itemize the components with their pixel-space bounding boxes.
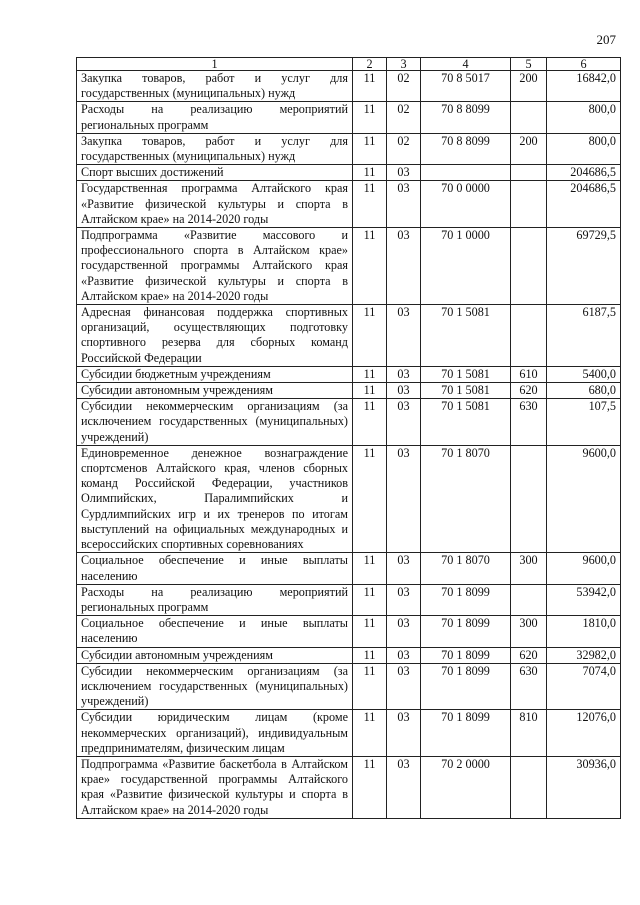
table-row: [77, 647, 621, 663]
header-target-code: 4: [421, 58, 511, 71]
row-expense-type-cell: 200: [511, 71, 547, 102]
row-name-cell: Субсидии автономным учреждениям: [77, 647, 353, 663]
row-target-code-cell: 70 1 0000: [421, 228, 511, 305]
row-subsection-cell: 02: [387, 71, 421, 102]
row-name-cell: Государственная программа Алтайского края «Развитие физической культуры и спорта в Алтайском крае» на 2014-2020 годы: [77, 181, 353, 228]
row-subsection-cell: 03: [387, 756, 421, 818]
row-expense-type-cell: [511, 305, 547, 367]
row-name-cell: Субсидии некоммерческим организациям (за исключением государственных (муниципальных) учреждений): [77, 663, 353, 710]
table-row: [77, 710, 621, 757]
row-name-cell: Расходы на реализацию мероприятий региональных программ: [77, 102, 353, 133]
row-target-code-cell: 70 2 0000: [421, 756, 511, 818]
table-row: [77, 383, 621, 399]
row-target-code-cell: 70 1 5081: [421, 366, 511, 382]
row-target-code-cell: 70 1 8099: [421, 584, 511, 615]
row-target-code-cell: 70 0 0000: [421, 181, 511, 228]
row-section-cell: 11: [353, 584, 387, 615]
row-expense-type-cell: 620: [511, 383, 547, 399]
table-row: [77, 102, 621, 133]
row-amount-cell: 204686,5: [547, 181, 621, 228]
table-row: [77, 133, 621, 164]
row-target-code-cell: 70 1 8099: [421, 616, 511, 647]
row-name-cell: Субсидии некоммерческим организациям (за исключением государственных (муниципальных) учреждений): [77, 399, 353, 446]
header-section: 2: [353, 58, 387, 71]
budget-table: [76, 57, 621, 819]
row-amount-cell: 1810,0: [547, 616, 621, 647]
row-amount-cell: 69729,5: [547, 228, 621, 305]
row-expense-type-cell: 620: [511, 647, 547, 663]
table-row: [77, 616, 621, 647]
row-section-cell: 11: [353, 383, 387, 399]
row-name-cell: Адресная финансовая поддержка спортивных организаций, осуществляющих подготовку спортивного резерва для сборных команд Российской Федерации: [77, 305, 353, 367]
row-name-cell: Спорт высших достижений: [77, 165, 353, 181]
row-amount-cell: 107,5: [547, 399, 621, 446]
row-subsection-cell: 03: [387, 305, 421, 367]
row-subsection-cell: 03: [387, 181, 421, 228]
row-name-cell: Подпрограмма «Развитие баскетбола в Алтайском крае» государственной программы Алтайского края «Развитие физической культуры и спорта в Алтайском крае» на 2014-2020 годы: [77, 756, 353, 818]
table-row: [77, 366, 621, 382]
row-section-cell: 11: [353, 445, 387, 552]
row-target-code-cell: 70 1 5081: [421, 305, 511, 367]
row-name-cell: Закупка товаров, работ и услуг для государственных (муниципальных) нужд: [77, 133, 353, 164]
row-section-cell: 11: [353, 647, 387, 663]
table-row: [77, 181, 621, 228]
row-subsection-cell: 03: [387, 663, 421, 710]
row-section-cell: 11: [353, 553, 387, 584]
row-amount-cell: 6187,5: [547, 305, 621, 367]
row-amount-cell: 53942,0: [547, 584, 621, 615]
row-section-cell: 11: [353, 181, 387, 228]
row-amount-cell: 9600,0: [547, 445, 621, 552]
row-amount-cell: 7074,0: [547, 663, 621, 710]
row-subsection-cell: 03: [387, 445, 421, 552]
row-subsection-cell: 03: [387, 553, 421, 584]
row-subsection-cell: 03: [387, 647, 421, 663]
table-header-row: [77, 58, 621, 71]
header-name: 1: [77, 58, 353, 71]
table-body: [77, 71, 621, 819]
page-number: 207: [596, 32, 616, 47]
row-subsection-cell: 03: [387, 383, 421, 399]
header-subsection: 3: [387, 58, 421, 71]
row-expense-type-cell: 630: [511, 399, 547, 446]
row-target-code-cell: 70 1 8070: [421, 445, 511, 552]
row-name-cell: Социальное обеспечение и иные выплаты населению: [77, 616, 353, 647]
row-section-cell: 11: [353, 102, 387, 133]
row-expense-type-cell: [511, 756, 547, 818]
row-subsection-cell: 03: [387, 710, 421, 757]
table-row: [77, 445, 621, 552]
row-expense-type-cell: [511, 102, 547, 133]
table-row: [77, 305, 621, 367]
row-name-cell: Подпрограмма «Развитие массового и профессионального спорта в Алтайском крае» государственной программы Алтайского края «Развитие физической культуры и спорта в Алтайском крае» на 2014-2020 годы: [77, 228, 353, 305]
row-expense-type-cell: [511, 181, 547, 228]
row-section-cell: 11: [353, 133, 387, 164]
row-section-cell: 11: [353, 228, 387, 305]
row-subsection-cell: 03: [387, 584, 421, 615]
row-amount-cell: 12076,0: [547, 710, 621, 757]
row-section-cell: 11: [353, 366, 387, 382]
row-target-code-cell: [421, 165, 511, 181]
row-expense-type-cell: [511, 584, 547, 615]
row-amount-cell: 680,0: [547, 383, 621, 399]
row-name-cell: Субсидии юридическим лицам (кроме некоммерческих организаций), индивидуальным предпринимателям, физическим лицам: [77, 710, 353, 757]
row-target-code-cell: 70 8 5017: [421, 71, 511, 102]
table-row: [77, 399, 621, 446]
row-amount-cell: 30936,0: [547, 756, 621, 818]
row-expense-type-cell: [511, 445, 547, 552]
row-subsection-cell: 03: [387, 165, 421, 181]
row-amount-cell: 800,0: [547, 102, 621, 133]
row-section-cell: 11: [353, 165, 387, 181]
row-expense-type-cell: 610: [511, 366, 547, 382]
header-expense-type: 5: [511, 58, 547, 71]
row-section-cell: 11: [353, 756, 387, 818]
row-expense-type-cell: 300: [511, 616, 547, 647]
row-expense-type-cell: [511, 165, 547, 181]
row-amount-cell: 32982,0: [547, 647, 621, 663]
row-target-code-cell: 70 8 8099: [421, 133, 511, 164]
header-amount: 6: [547, 58, 621, 71]
row-target-code-cell: 70 1 8070: [421, 553, 511, 584]
row-subsection-cell: 03: [387, 228, 421, 305]
row-section-cell: 11: [353, 616, 387, 647]
row-expense-type-cell: 630: [511, 663, 547, 710]
row-subsection-cell: 03: [387, 616, 421, 647]
row-subsection-cell: 03: [387, 399, 421, 446]
row-expense-type-cell: [511, 228, 547, 305]
row-amount-cell: 9600,0: [547, 553, 621, 584]
row-expense-type-cell: 810: [511, 710, 547, 757]
row-subsection-cell: 02: [387, 102, 421, 133]
row-name-cell: Расходы на реализацию мероприятий региональных программ: [77, 584, 353, 615]
row-amount-cell: 800,0: [547, 133, 621, 164]
row-target-code-cell: 70 8 8099: [421, 102, 511, 133]
row-section-cell: 11: [353, 305, 387, 367]
row-section-cell: 11: [353, 663, 387, 710]
row-target-code-cell: 70 1 8099: [421, 663, 511, 710]
row-section-cell: 11: [353, 399, 387, 446]
row-target-code-cell: 70 1 5081: [421, 399, 511, 446]
row-target-code-cell: 70 1 8099: [421, 710, 511, 757]
row-section-cell: 11: [353, 71, 387, 102]
table-row: [77, 71, 621, 102]
row-subsection-cell: 02: [387, 133, 421, 164]
row-amount-cell: 204686,5: [547, 165, 621, 181]
table-row: [77, 584, 621, 615]
row-amount-cell: 16842,0: [547, 71, 621, 102]
table-row: [77, 553, 621, 584]
table-row: [77, 663, 621, 710]
table-row: [77, 228, 621, 305]
row-name-cell: Субсидии автономным учреждениям: [77, 383, 353, 399]
row-name-cell: Закупка товаров, работ и услуг для государственных (муниципальных) нужд: [77, 71, 353, 102]
row-target-code-cell: 70 1 8099: [421, 647, 511, 663]
row-expense-type-cell: 200: [511, 133, 547, 164]
table-row: [77, 165, 621, 181]
row-amount-cell: 5400,0: [547, 366, 621, 382]
row-name-cell: Субсидии бюджетным учреждениям: [77, 366, 353, 382]
table-row: [77, 756, 621, 818]
row-section-cell: 11: [353, 710, 387, 757]
row-target-code-cell: 70 1 5081: [421, 383, 511, 399]
row-expense-type-cell: 300: [511, 553, 547, 584]
row-name-cell: Социальное обеспечение и иные выплаты населению: [77, 553, 353, 584]
row-name-cell: Единовременное денежное вознаграждение спортсменов Алтайского края, членов сборных команд Российской Федерации, участников Олимпийских, Паралимпийских и Сурдлимпийских игр и их тренеров по итогам выступлений на официальных международных и всероссийских спортивных соревнованиях: [77, 445, 353, 552]
row-subsection-cell: 03: [387, 366, 421, 382]
